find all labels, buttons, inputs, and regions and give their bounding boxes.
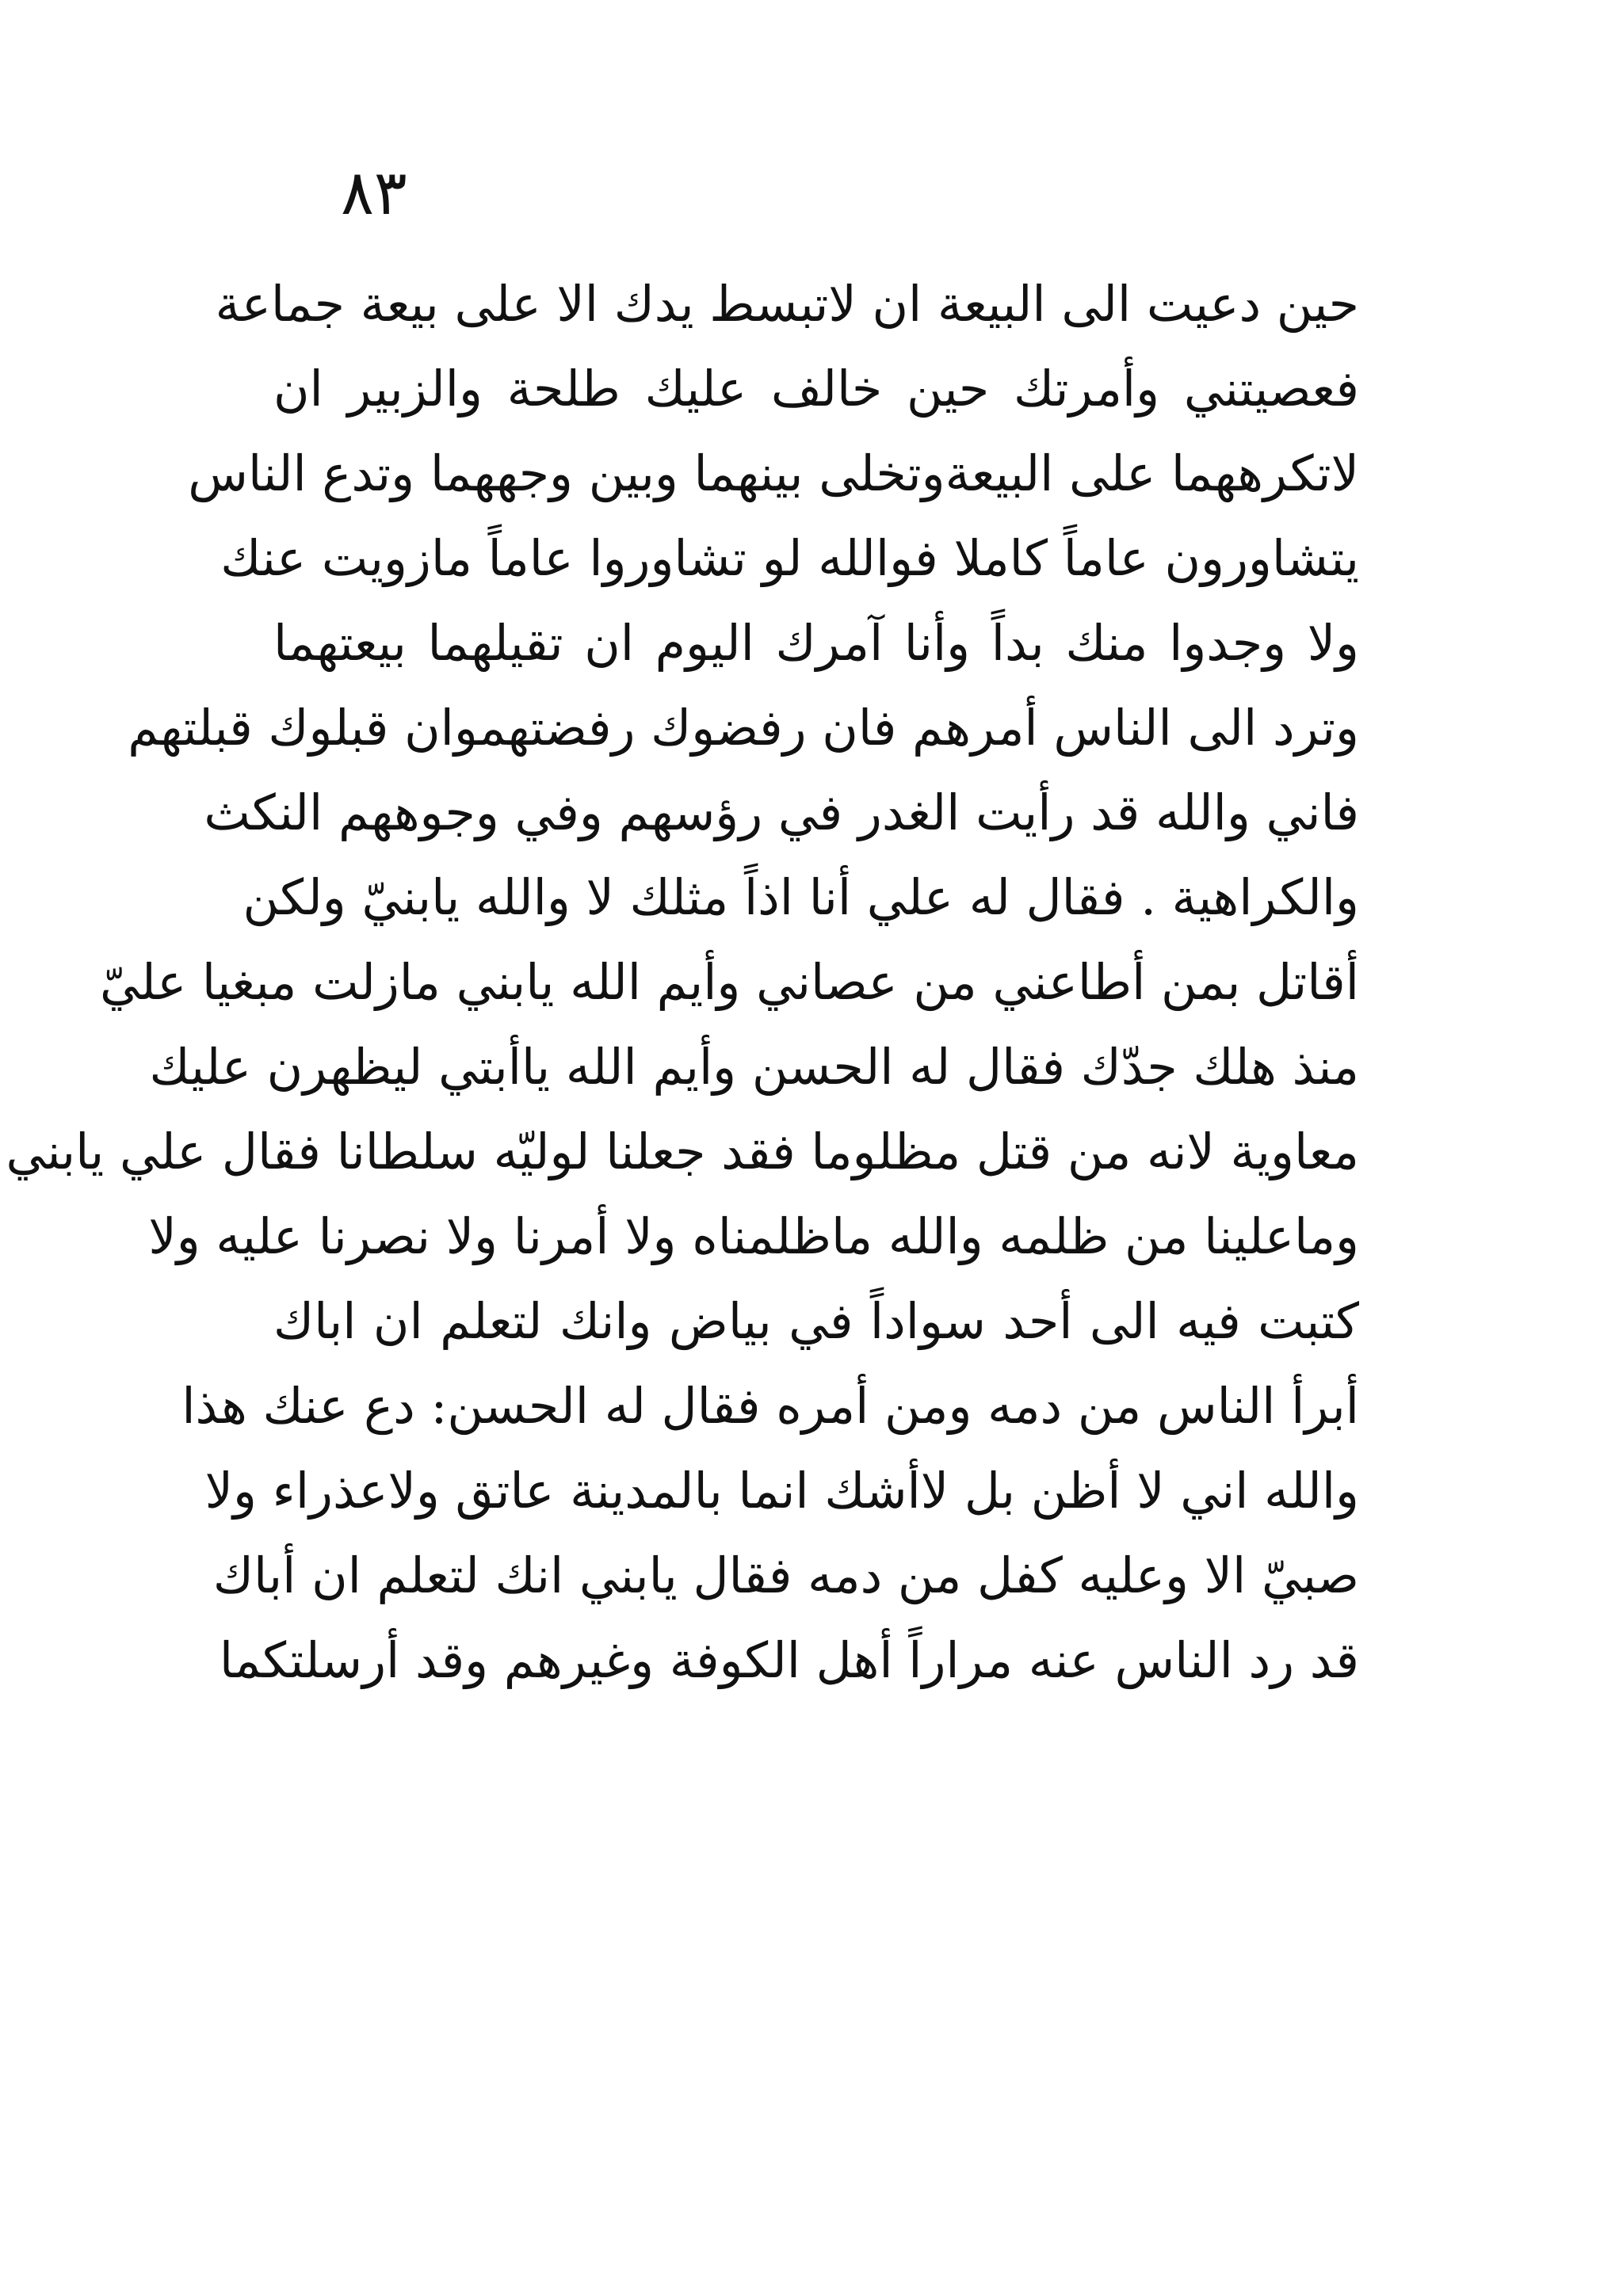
text-line: وماعلينا من ظلمه والله ماظلمناه ولا أمرنا ولا نصرنا عليه ولا [148, 1207, 1359, 1265]
text-line: أبرأ الناس من دمه ومن أمره فقال له الحسن: دع عنك هذا [181, 1377, 1359, 1435]
text-line: منذ هلك جدّك فقال له الحسن وأيم الله ياأبتي ليظهرن عليك [149, 1038, 1359, 1096]
text-line: معاوية لانه من قتل مظلوما فقد جعلنا لوليّه سلطانا فقال علي يابني [6, 1123, 1359, 1180]
text-line: والله اني لا أظن بل لاأشك انما بالمدينة عاتق ولاعذراء ولا [204, 1462, 1359, 1520]
text-line: والكراهية . فقال له علي أنا اذاً مثلك لا والله يابنيّ ولكن [242, 868, 1359, 926]
text-line: فعصيتني وأمرتك حين خالف عليك طلحة والزبير ان [273, 360, 1359, 418]
page-number: ٨٣ [341, 158, 407, 229]
text-line: قد رد الناس عنه مراراً أهل الكوفة وغيرهم وقد أرسلتكما [219, 1631, 1359, 1689]
text-line: لاتكرههما على البيعةوتخلى بينهما وبين وجههما وتدع الناس [188, 444, 1359, 502]
text-line: ولا وجدوا منك بداً وأنا آمرك اليوم ان تقيلهما بيعتهما [273, 614, 1359, 672]
text-line: حين دعيت الى البيعة ان لاتبسط يدك الا على بيعة جماعة [215, 275, 1359, 333]
text-line: أقاتل بمن أطاعني من عصاني وأيم الله يابني مازلت مبغيا عليّ [100, 953, 1359, 1011]
text-line: كتبت فيه الى أحد سواداً في بياض وانك لتعلم ان اباك [273, 1292, 1359, 1350]
text-line: صبيّ الا وعليه كفل من دمه فقال يابني انك لتعلم ان أباك [212, 1547, 1359, 1604]
text-line: يتشاورون عاماً كاملا فوالله لو تشاوروا عاماً مازويت عنك [220, 529, 1359, 587]
text-line: وترد الى الناس أمرهم فان رفضوك رفضتهموان قبلوك قبلتهم [128, 699, 1359, 757]
body-text [6, 261, 1359, 1703]
text-line: فاني والله قد رأيت الغدر في رؤسهم وفي وجوههم النكث [204, 784, 1359, 841]
